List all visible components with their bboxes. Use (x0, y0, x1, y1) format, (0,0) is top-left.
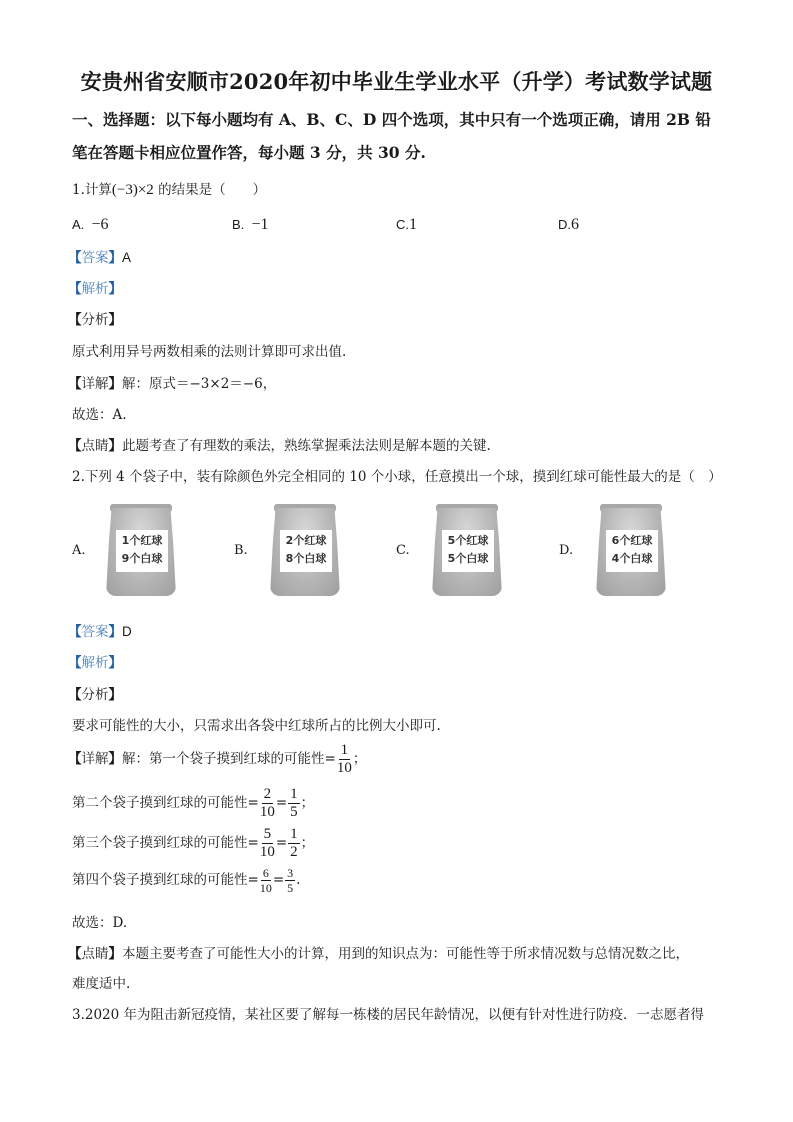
q2-fenxi-text: 要求可能性的大小，只需求出各袋中红球所占的比例大小即可. (72, 718, 441, 734)
q1-answer (68, 246, 131, 266)
section-instructions-line1: 一、选择题：以下每小题均有 A、B、C、D 四个选项，其中只有一个选项正确，请用 2B 铅 (72, 110, 711, 129)
q2-step-3: 第三个袋子摸到红球的可能性= $\frac{5}{10}$ = $\frac{1}{2}$ ； (72, 826, 315, 860)
section-instructions-line2: 笔在答题卡相应位置作答，每小题 3 分，共 30 分. (72, 143, 426, 162)
q1-option-c: C.1 (396, 216, 417, 233)
q1-fenxi-text: 原式利用异号两数相乘的法则计算即可求出值. (72, 344, 347, 360)
answer-tag: 【答案】 (68, 624, 122, 640)
q1-option-b: B. −1 (232, 216, 269, 233)
q2-fenxi-tag: 【分析】 (68, 687, 122, 703)
fraction: $\frac{3}{5}$ (287, 866, 294, 895)
q1-dianjing: 【点睛】此题考查了有理数的乘法，熟练掌握乘法法则是解本题的关键. (68, 438, 491, 454)
fraction: $\frac{2}{10}$ (259, 786, 275, 820)
q2-dianjing-cont: 难度适中. (72, 976, 131, 992)
fraction: $\frac{1}{5}$ (290, 786, 298, 820)
q2-dianjing: 【点睛】本题主要考查了可能性大小的计算，用到的知识点为：可能性等于所求情况数与总情况数之比， (68, 946, 689, 962)
q2-stem: 2.下列 4 个袋子中，装有除颜色外完全相同的 10 个小球，任意摸出一个球，摸到红球可能性最大的是（ ） (72, 469, 722, 485)
q2-bag-a: 1个红球 9个白球 (102, 500, 180, 598)
q1-answer-value: A (122, 250, 132, 265)
q2-bag-c: 5个红球 5个白球 (428, 500, 506, 598)
q1-analysis-tag: 【解析】 (68, 281, 122, 297)
q1-stem-math: (−3)×2 (111, 182, 154, 198)
q1-fenxi-tag: 【分析】 (68, 312, 122, 328)
q2-guxuan: 故选：D. (72, 915, 128, 931)
q2-option-a-letter: A. (72, 543, 86, 558)
q1-option-d: D.6 (558, 216, 579, 233)
page-title: 安贵州省安顺市2020年初中毕业生学业水平（升学）考试数学试题 (80, 69, 713, 94)
q1-guxuan: 故选：A. (72, 407, 127, 423)
q2-option-d-letter: D. (559, 543, 574, 558)
q1-stem-suffix: 的结果是（ ） (153, 182, 267, 198)
fraction: $\frac{1}{2}$ (290, 826, 298, 860)
q2-step-2: 第二个袋子摸到红球的可能性= $\frac{2}{10}$ = $\frac{1}{5}$ ； (72, 786, 315, 820)
q2-step-4: 第四个袋子摸到红球的可能性= $\frac{6}{10}$ = $\frac{3}{5}$ . (72, 866, 301, 895)
q2-answer-value: D (122, 624, 132, 639)
fraction: $\frac{1}{10}$ (336, 742, 352, 776)
q1-xiangjie: 【详解】解：原式＝−3×2＝−6， (68, 376, 277, 392)
q3-stem: 3.2020 年为阻击新冠疫情，某社区要了解每一栋楼的居民年龄情况，以便有针对性进行防疫．一志愿者得 (72, 1007, 705, 1023)
answer-tag: 【答案】 (68, 250, 122, 266)
q1-stem (72, 178, 266, 199)
fraction: $\frac{5}{10}$ (259, 826, 275, 860)
q1-option-a: A. −6 (72, 216, 109, 233)
q2-option-b-letter: B. (234, 543, 248, 558)
q2-option-c-letter: C. (396, 543, 410, 558)
q1-stem-prefix: 1.计算 (72, 182, 112, 198)
q2-analysis-tag: 【解析】 (68, 655, 122, 671)
q2-xiangjie: 【详解】解：第一个袋子摸到红球的可能性= $\frac{1}{10}$ ； (68, 742, 367, 776)
q2-bag-b: 2个红球 8个白球 (266, 500, 344, 598)
fraction: $\frac{6}{10}$ (259, 866, 272, 895)
q2-answer (68, 620, 132, 640)
q2-bag-d: 6个红球 4个白球 (592, 500, 670, 598)
